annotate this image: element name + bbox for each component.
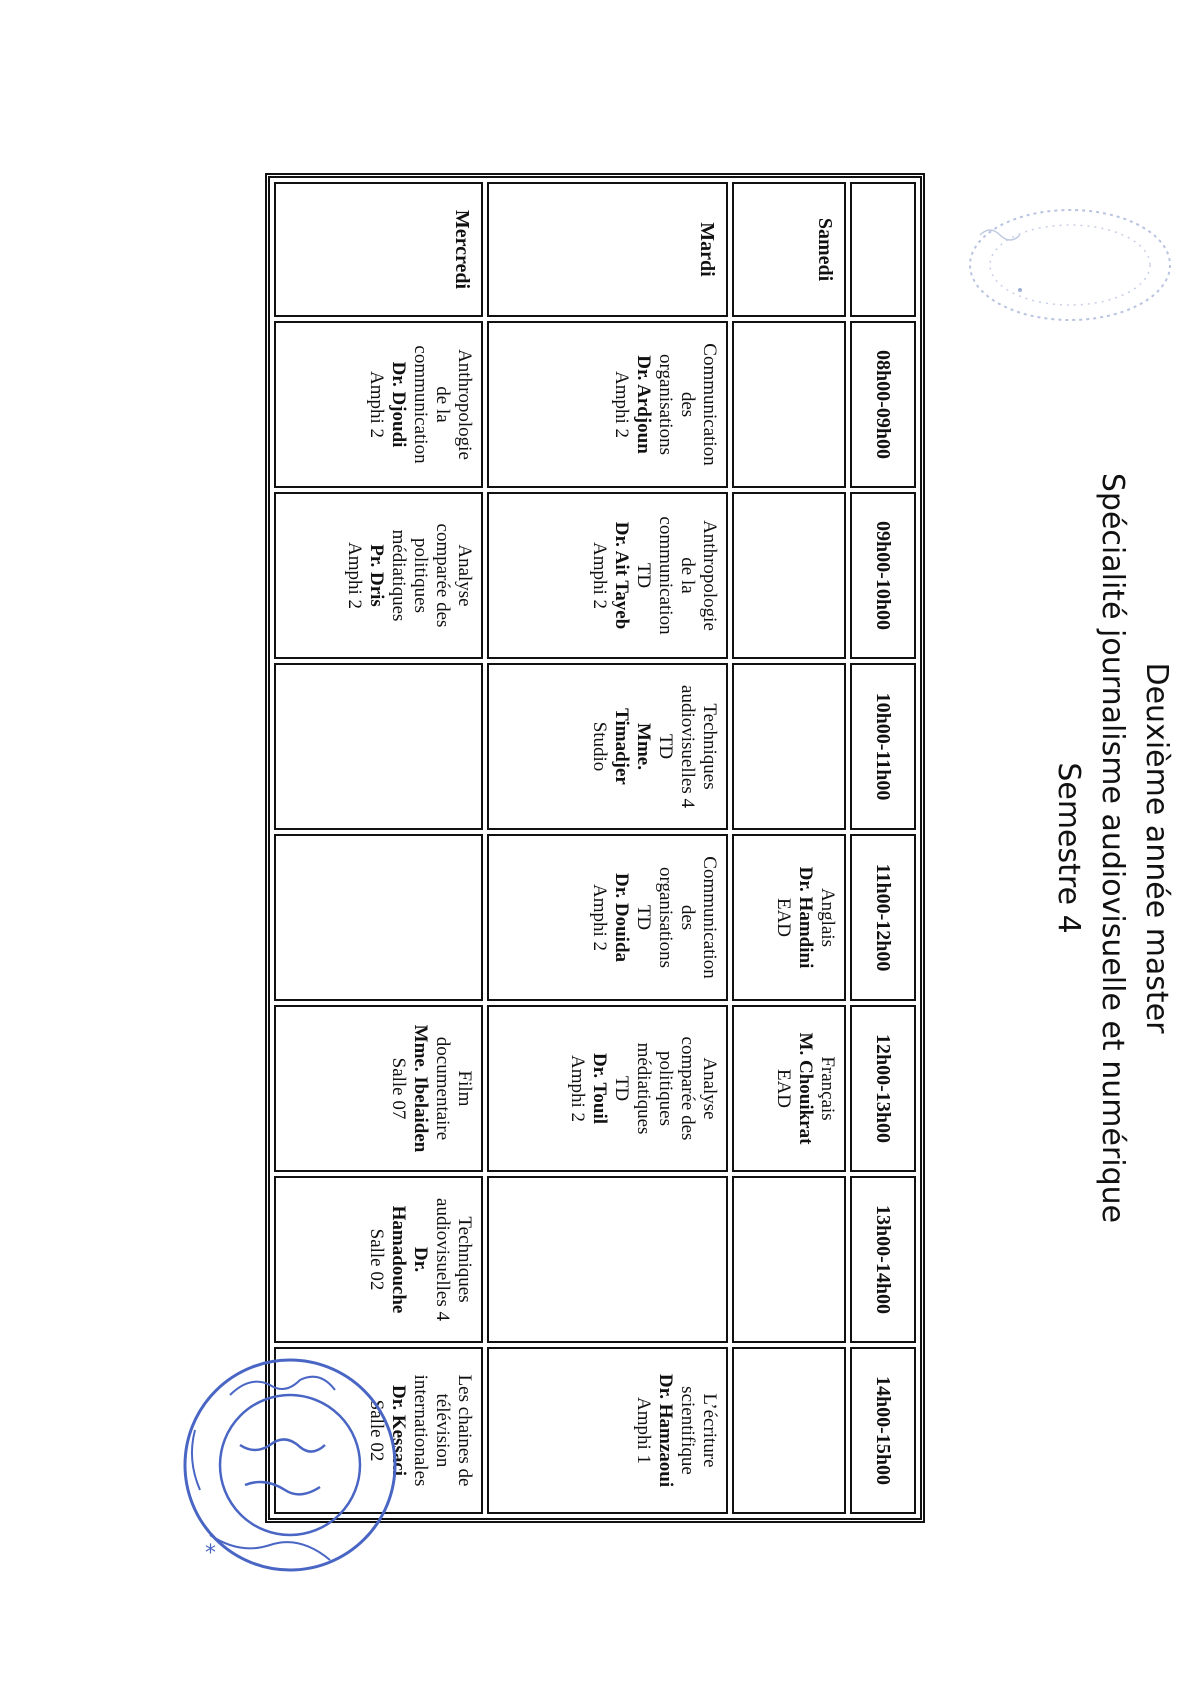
corner-cell [850,182,916,317]
course-text: TD [611,1075,633,1102]
course-text: audiovisuelles 4 [432,1198,454,1321]
course-text: Studio [589,721,611,772]
empty-cell [732,1347,845,1514]
course-text: documentaire [432,1036,454,1141]
course-text: L’écriture [699,1393,721,1468]
empty-cell [732,492,845,659]
course-teacher: Dr. Hamzaoui [655,1373,677,1488]
timetable-header-row [850,182,916,1514]
title-line-2: Spécialité journalisme audiovisuelle et numérique [1095,472,1130,1224]
course-text: TD [633,904,655,931]
course-text: Analyse [454,544,476,607]
course-text: communication [655,516,677,635]
course-teacher: Dr. Douida [611,872,633,963]
empty-cell [732,663,845,830]
course-text: organisations [655,354,677,455]
course-teacher: Dr. [410,1246,432,1273]
time-slot-header: 13h00-14h00 [850,1176,916,1343]
course-teacher: Mme. [633,723,655,770]
course-text: internationales [410,1374,432,1487]
course-text: Film [454,1070,476,1107]
course-cell [274,492,483,659]
course-text: Salle 02 [366,1228,388,1291]
time-slot-header: 08h00-09h00 [850,321,916,488]
course-teacher: Dr. Ait Tayeb [611,521,633,630]
title-line-1: Deuxième année master [1139,662,1174,1034]
course-text: comparée des [432,523,454,628]
course-text: Techniques [454,1216,476,1303]
course-cell [487,663,728,830]
course-cell [274,321,483,488]
course-text: Salle 07 [388,1057,410,1120]
empty-cell [732,321,845,488]
course-cell [487,321,728,488]
course-teacher: Timadjer [611,708,633,785]
time-slot-header: 14h00-15h00 [850,1347,916,1514]
day-label: Mardi [487,182,728,317]
course-cell [732,1005,845,1172]
day-label: Samedi [732,182,845,317]
title-block [978,438,1178,1258]
course-text: EAD [772,897,794,938]
course-teacher: Dr. Ardjoun [633,355,655,454]
course-cell [487,834,728,1001]
time-slot-header: 11h00-12h00 [850,834,916,1001]
course-text: Amphi 2 [567,1054,589,1123]
timetable-container [265,173,925,1523]
course-text: TD [633,562,655,589]
time-slot-header: 09h00-10h00 [850,492,916,659]
course-teacher: Pr. Dris [366,544,388,607]
course-teacher: Dr. Kessaci [388,1384,410,1477]
course-teacher: Mme. Ibelaiden [410,1024,432,1153]
day-row-mardi [487,182,728,1514]
course-text: Amphi 2 [589,883,611,952]
course-text: des [677,391,699,418]
course-cell [487,492,728,659]
course-text: Amphi 2 [589,541,611,610]
course-text: audiovisuelles 4 [677,685,699,808]
course-cell [274,1005,483,1172]
day-label: Mercredi [274,182,483,317]
course-text: Analyse [699,1057,721,1120]
empty-cell [274,663,483,830]
course-text: scientifique [677,1386,699,1475]
time-slot-header: 10h00-11h00 [850,663,916,830]
course-text: Salle 02 [366,1399,388,1462]
course-text: des [677,904,699,931]
course-text: Amphi 2 [366,370,388,439]
timetable [265,173,925,1523]
course-teacher: Dr. Touil [589,1052,611,1125]
empty-cell [487,1176,728,1343]
course-text: comparée des [677,1036,699,1141]
course-text: médiatiques [388,529,410,622]
course-teacher: Dr. Djoudi [388,361,410,448]
day-row-samedi [732,182,845,1514]
course-text: Amphi 2 [611,370,633,439]
day-row-mercredi [274,182,483,1514]
course-text: Anglais [816,887,838,948]
course-text: Communication [699,856,721,979]
course-text: médiatiques [633,1042,655,1135]
course-text: Techniques [699,703,721,790]
svg-text:*: * [205,1541,216,1566]
course-text: Les chaines de [454,1374,476,1487]
course-text: Amphi 1 [633,1396,655,1465]
course-cell [487,1347,728,1514]
course-teacher: M. Chouikrat [794,1032,816,1145]
title-line-3: Semestre 4 [1051,762,1086,934]
faint-stamp-icon [950,195,1180,325]
course-cell [732,834,845,1001]
course-text: Anthropologie [454,349,476,460]
course-text: Amphi 2 [344,541,366,610]
course-teacher: Dr. Hamdini [794,866,816,969]
course-text: Anthropologie [699,520,721,631]
course-text: Français [816,1056,838,1121]
course-text: Communication [699,343,721,466]
empty-cell [274,834,483,1001]
empty-cell [732,1176,845,1343]
course-text: communication [410,345,432,464]
course-text: télévision [432,1393,454,1468]
course-text: EAD [772,1068,794,1109]
course-text: politiques [410,538,432,613]
course-cell [487,1005,728,1172]
course-text: TD [655,733,677,760]
course-text: organisations [655,867,677,968]
course-text: politiques [655,1051,677,1126]
course-text: de la [677,557,699,594]
course-teacher: Hamadouche [388,1205,410,1314]
time-slot-header: 12h00-13h00 [850,1005,916,1172]
official-stamp-icon [170,1335,400,1595]
course-text: de la [432,386,454,423]
course-cell [274,1176,483,1343]
